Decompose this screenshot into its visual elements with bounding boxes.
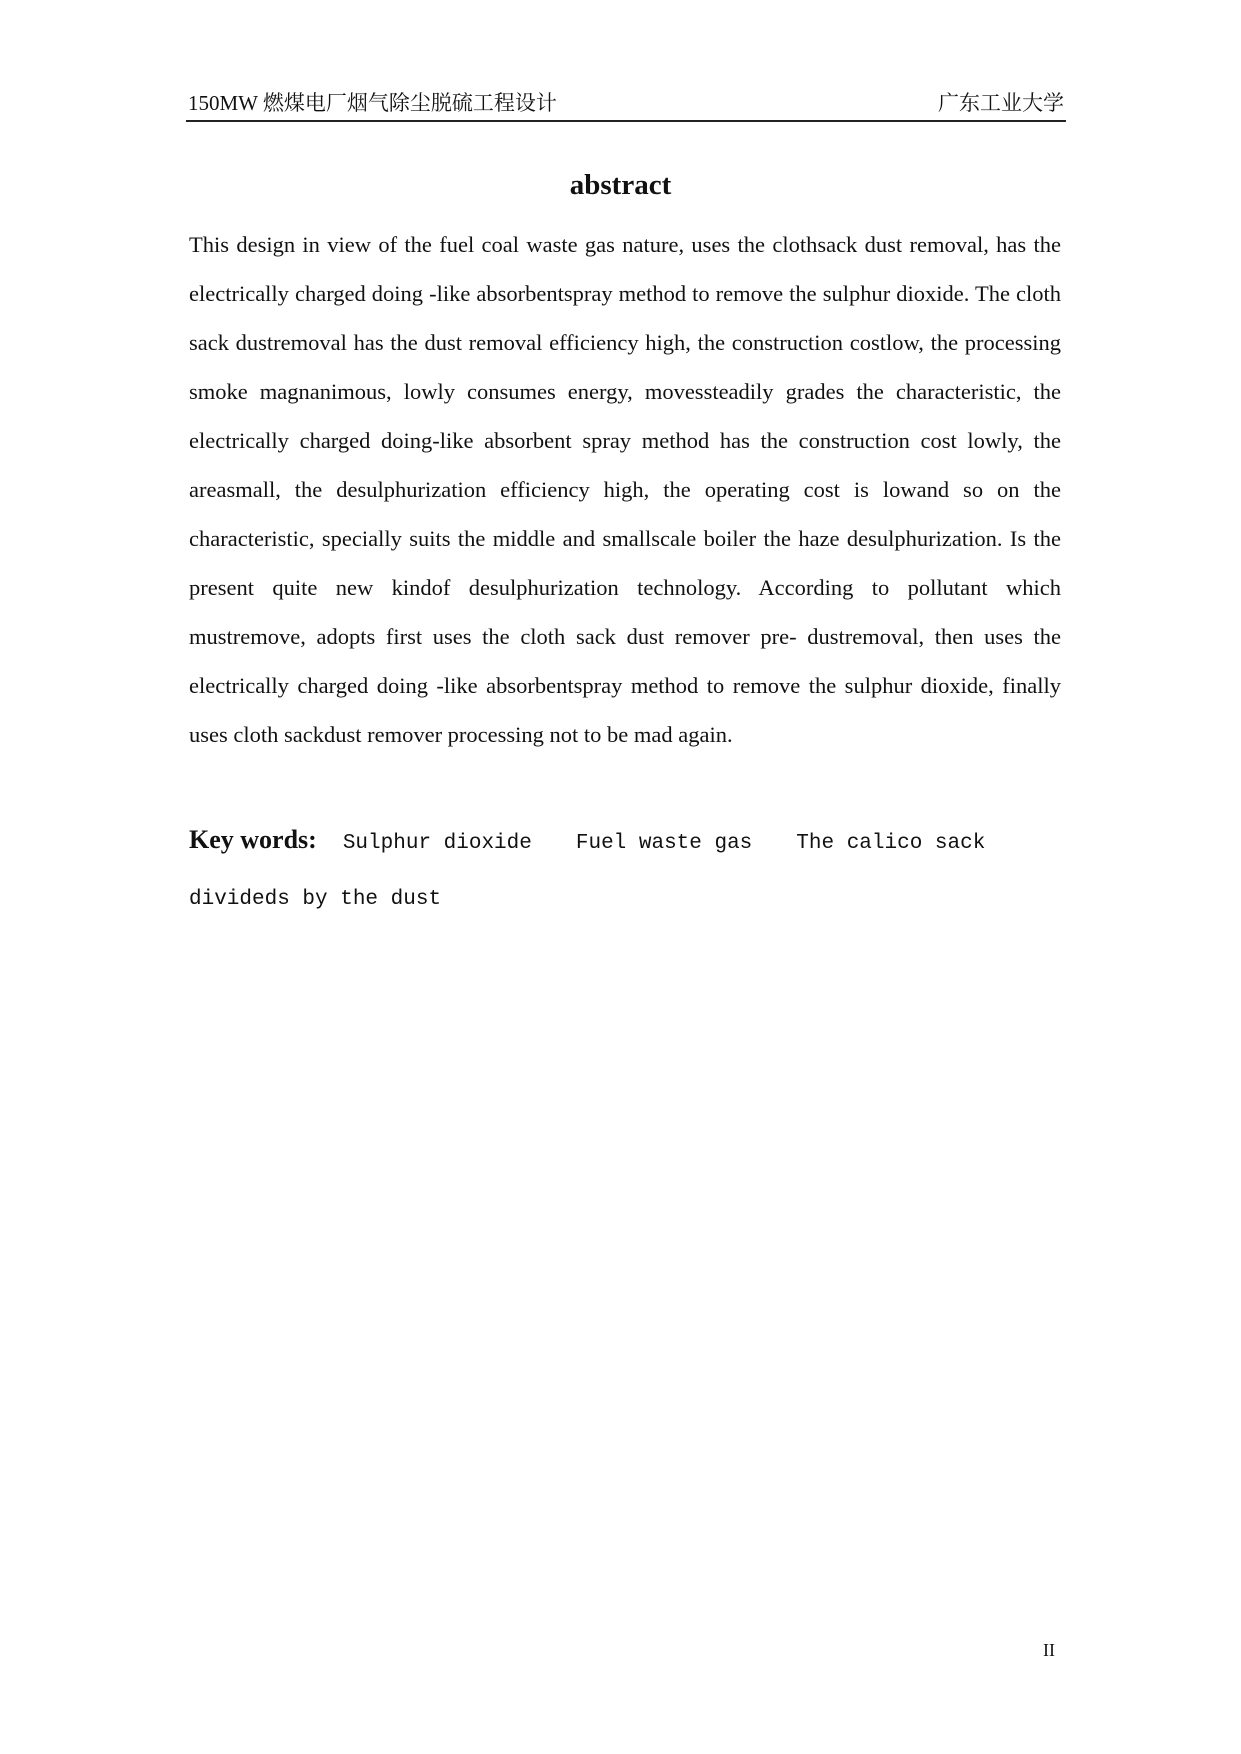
keyword-item: Sulphur dioxide <box>342 832 532 855</box>
page-number: II <box>1043 1640 1055 1660</box>
keyword-item: The calico sack divideds by the dust <box>189 832 986 911</box>
keywords-section <box>189 812 1069 928</box>
abstract-heading: abstract <box>569 169 672 201</box>
header-thesis-title: 150MW 燃煤电厂烟气除尘脱硫工程设计 <box>188 91 557 115</box>
keyword-item: Fuel waste gas <box>575 832 753 855</box>
page-header <box>186 86 1066 122</box>
abstract-paragraph: This design in view of the fuel coal waste gas nature, uses the clothsack dust removal, has the electrically charged doing -like absorbentspray method to remove the sulphur dioxide. The cloth sack dustremoval has the dust removal efficiency high, the construction costlow, the processing smoke magnanimous, lowly consumes energy, movessteadily grades the characteristic, the electrically charged doing-like absorbent spray method has the construction cost lowly, the areasmall, the desulphurization efficiency high, the operating cost is lowand so on the characteristic, specially suits the middle and smallscale boiler the haze desulphurization. Is the present quite new kindof desulphurization technology. According to pollutant which mustremove, adopts first uses the cloth sack dust remover pre- dustremoval, then uses the electrically charged doing -like absorbentspray method to remove the sulphur dioxide, finally uses cloth sackdust remover processing not to be mad again. <box>189 232 1061 747</box>
keywords-label: Key words: <box>189 825 317 854</box>
header-university-name: 广东工业大学 <box>938 91 1064 115</box>
